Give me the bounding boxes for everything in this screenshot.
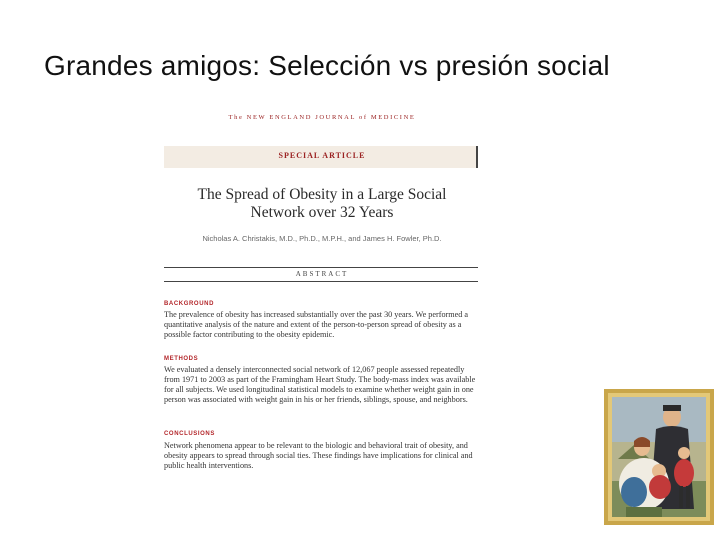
section-heading-conclusions: CONCLUSIONS (164, 431, 215, 437)
special-article-label: SPECIAL ARTICLE (278, 151, 366, 160)
abstract-label: ABSTRACT (295, 270, 349, 278)
article-excerpt (164, 110, 480, 490)
section-heading-methods: METHODS (164, 356, 199, 362)
painting-image (604, 389, 714, 525)
divider (164, 267, 478, 268)
section-body-methods: We evaluated a densely interconnected social network of 12,067 people assessed repeatedly from 1971 to 2003 as part of the Framingham Heart Study. The body-mass index was available for all subjects. We used longitudinal statistical models to examine whether weight gain in one person was associated with weight gain in his or her friends, siblings, spouse, and neighbors. (164, 365, 476, 404)
section-body-conclusions: Network phenomena appear to be relevant to the biologic and behavioral trait of obesity, and obesity appears to spread through social ties. These findings have implications for clinical and public health interventions. (164, 441, 473, 470)
article-authors: Nicholas A. Christakis, M.D., Ph.D., M.P.H., and James H. Fowler, Ph.D. (202, 234, 442, 243)
article-title-line-1: The Spread of Obesity in a Large Social (197, 186, 447, 203)
section-body-background: The prevalence of obesity has increased substantially over the past 30 years. We performed a quantitative analysis of the nature and extent of the person-to-person spread of obesity as a possible factor contributing to the obesity epidemic. (164, 310, 469, 339)
journal-header: The NEW ENGLAND JOURNAL of MEDICINE (228, 114, 416, 121)
slide-title: Grandes amigos: Selección vs presión social (44, 50, 610, 81)
article-title (170, 186, 474, 222)
section-heading-background: BACKGROUND (164, 301, 214, 307)
divider (164, 281, 478, 282)
article-title-line-2: Network over 32 Years (250, 204, 394, 221)
